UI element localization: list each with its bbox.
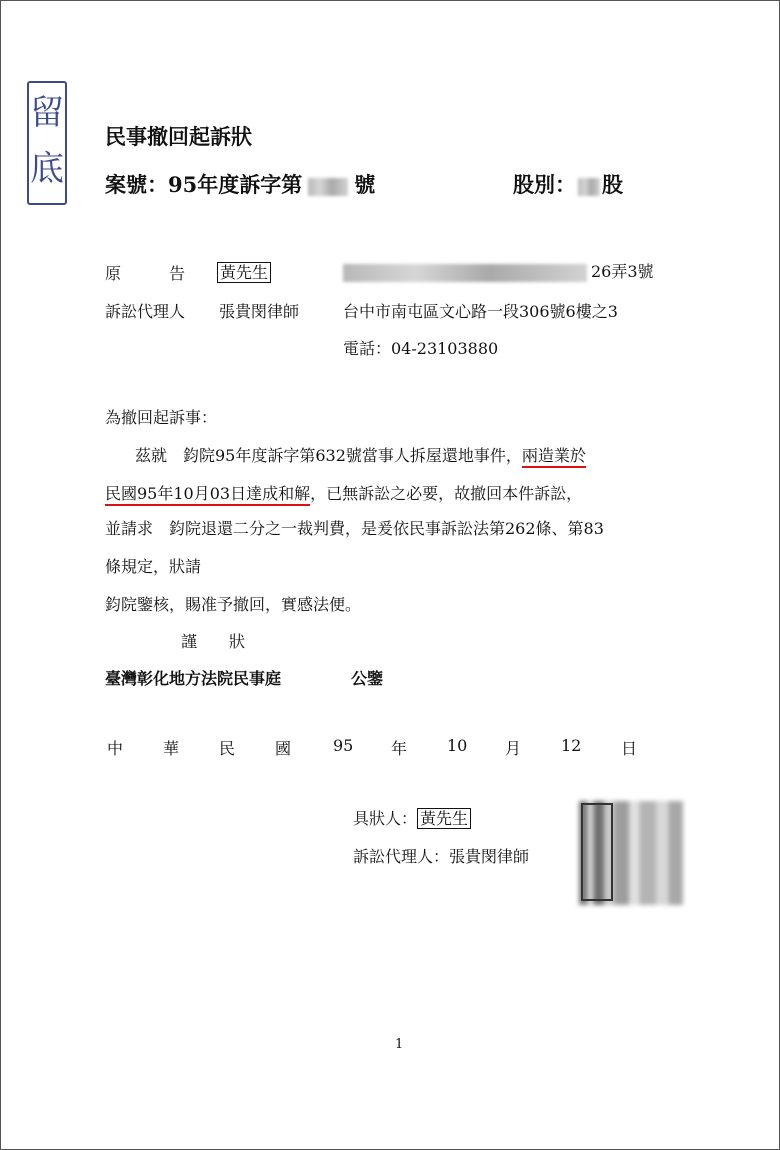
redacted-division xyxy=(578,178,600,196)
date-char-min: 民 xyxy=(219,739,236,758)
body-line-1 xyxy=(135,443,586,466)
body-line-3: 並請求 鈞院退還二分之一裁判費，是爰依民事訴訟法第262條、第83 xyxy=(105,519,604,538)
date-day-label: 日 xyxy=(621,739,638,758)
case-number xyxy=(105,169,375,199)
settlement-highlight-2: 民國95年10月03日達成和解 xyxy=(105,484,310,506)
body-line-2-text: ，已無訴訟之必要，故撤回本件訴訟， xyxy=(310,484,583,503)
date-char-zhong: 中 xyxy=(107,739,124,758)
date-month-label: 月 xyxy=(505,739,522,758)
filer-label: 具狀人： xyxy=(353,809,418,828)
body-line-5: 鈞院鑒核，賜准予撤回，實感法便。 xyxy=(105,595,362,614)
document-title: 民事撤回起訴狀 xyxy=(105,124,252,149)
date-month: 10 xyxy=(447,736,468,755)
agent-address: 台中市南屯區文心路一段306號6樓之3 xyxy=(343,302,618,321)
agent-phone: 電話：04-23103880 xyxy=(343,339,499,358)
body-line-4: 條規定，狀請 xyxy=(105,557,202,576)
plaintiff-name-box xyxy=(217,260,271,283)
body-line-2 xyxy=(105,481,582,504)
date-year: 95 xyxy=(333,736,354,755)
archive-stamp xyxy=(27,81,67,205)
date-char-hua: 華 xyxy=(163,739,180,758)
redacted-case-number xyxy=(308,178,348,196)
court-suffix: 公鑒 xyxy=(351,669,384,688)
stamp-char-2: 底 xyxy=(30,149,64,189)
plaintiff-role: 原 告 xyxy=(105,264,186,283)
closing: 謹 狀 xyxy=(181,632,246,651)
date-day: 12 xyxy=(561,736,582,755)
settlement-highlight-1: 兩造業於 xyxy=(522,446,586,468)
plaintiff-address-tail: 26弄3號 xyxy=(591,262,654,281)
filer-line xyxy=(353,806,471,829)
case-number-suffix: 號 xyxy=(354,172,376,197)
plaintiff-name: 黃先生 xyxy=(217,262,271,283)
court-name: 臺灣彰化地方法院民事庭 xyxy=(105,669,282,688)
page-number: 1 xyxy=(395,1037,404,1052)
stamp-char-1: 留 xyxy=(30,93,64,133)
signature-agent: 訴訟代理人：張貴閔律師 xyxy=(353,847,530,866)
division-suffix: 股 xyxy=(602,172,623,197)
seal-frame xyxy=(581,803,613,901)
division xyxy=(513,169,623,199)
division-label: 股別： xyxy=(513,172,576,197)
body-line-1-text: 茲就 鈞院95年度訴字第632號當事人拆屋還地事件， xyxy=(135,446,522,465)
agent-role: 訴訟代理人 xyxy=(105,302,186,321)
date-char-guo: 國 xyxy=(275,739,292,758)
case-number-label: 案號：95年度訴字第 xyxy=(105,172,303,197)
body-heading: 為撤回起訴事： xyxy=(105,408,218,427)
redacted-address xyxy=(343,264,587,282)
date-year-label: 年 xyxy=(391,739,408,758)
plaintiff-address xyxy=(343,259,654,282)
agent-name: 張貴閔律師 xyxy=(219,302,300,321)
filer-name: 黃先生 xyxy=(417,808,471,829)
